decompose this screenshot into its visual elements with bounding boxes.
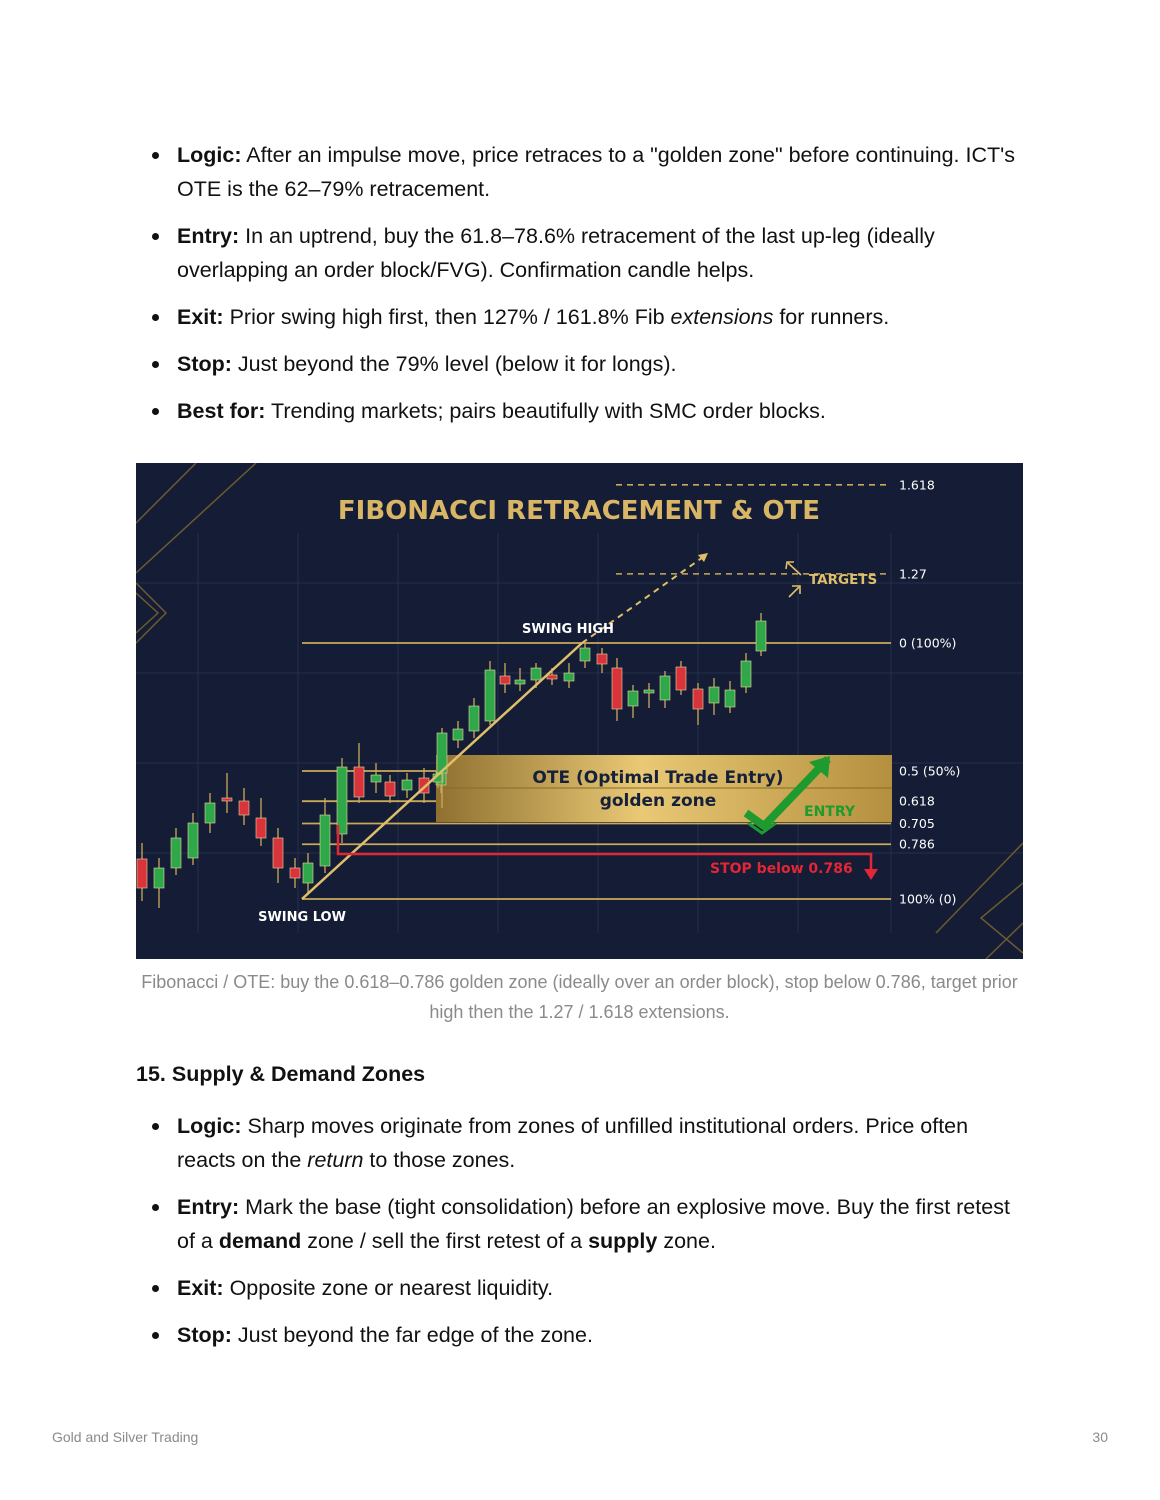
candle-bullish xyxy=(171,838,181,868)
candle-bullish xyxy=(154,868,164,888)
candle-bullish xyxy=(628,691,638,706)
list-item-text: to those zones. xyxy=(363,1148,516,1172)
list-item-label: Entry: xyxy=(177,224,240,248)
candle-bullish xyxy=(337,767,347,834)
candle-bullish xyxy=(469,706,479,731)
candle-bullish xyxy=(580,648,590,661)
fib-level-label: 0 (100%) xyxy=(899,635,957,651)
list-item-text: After an impulse move, price retraces to a "golden zone" before continuing. ICT's OTE is the 62–79% retracement. xyxy=(177,143,1015,201)
list-item-label: Entry: xyxy=(177,1195,240,1219)
list-item-text: return xyxy=(307,1148,364,1172)
list-item-label: Exit: xyxy=(177,1276,224,1300)
section-heading: 15. Supply & Demand Zones xyxy=(136,1062,426,1086)
list-item-text: Sharp moves originate from zones of unfilled institutional orders. Price often reacts on the xyxy=(177,1114,969,1172)
candle-bearish xyxy=(597,654,607,664)
candle-bullish xyxy=(303,863,313,883)
list-item xyxy=(150,394,1030,428)
list-item xyxy=(150,347,1030,381)
candle-bullish xyxy=(402,780,412,790)
list-item-label: Stop: xyxy=(177,1323,232,1347)
candle-bearish xyxy=(676,667,686,690)
candle-bullish xyxy=(205,803,215,823)
candle-bearish xyxy=(273,838,283,868)
fibonacci-ote-figure xyxy=(136,463,1023,959)
list-item-label: Logic: xyxy=(177,143,242,167)
fib-level-label: 0.786 xyxy=(899,836,935,852)
candle-bullish xyxy=(531,668,541,680)
candle-bearish xyxy=(256,818,266,838)
swing-low-label: SWING LOW xyxy=(258,910,346,925)
fib-level-label: 0.705 xyxy=(899,815,935,831)
candle-bearish xyxy=(547,675,557,679)
candle-bullish xyxy=(371,775,381,782)
fib-level-label: 0.618 xyxy=(899,793,935,809)
list-item-label: Logic: xyxy=(177,1114,242,1138)
list-item xyxy=(150,1318,1030,1352)
entry-label: ENTRY xyxy=(804,804,855,820)
candle-bullish xyxy=(709,687,719,703)
bullet-list-supply-demand xyxy=(150,1109,1030,1365)
figure-title: FIBONACCI RETRACEMENT & OTE xyxy=(337,496,821,526)
candle-bearish xyxy=(290,868,300,878)
fib-level-label: 1.618 xyxy=(899,477,935,493)
list-item-label: Exit: xyxy=(177,305,224,329)
candle-bullish xyxy=(188,823,198,858)
candle-bullish xyxy=(515,680,525,684)
list-item-text: Trending markets; pairs beautifully with SMC order blocks. xyxy=(265,399,826,423)
bullet-list-ote xyxy=(150,138,1030,441)
figure-background xyxy=(136,463,1023,959)
list-item-text: for runners. xyxy=(773,305,890,329)
list-item-text: zone / sell the first retest of a xyxy=(301,1229,589,1253)
list-item xyxy=(150,1271,1030,1305)
list-item-text: Opposite zone or nearest liquidity. xyxy=(223,1276,554,1300)
list-item xyxy=(150,1109,1030,1177)
list-item-label: Best for: xyxy=(177,399,266,423)
candle-bullish xyxy=(564,673,574,681)
candle-bearish xyxy=(693,689,703,709)
list-item-label: Stop: xyxy=(177,352,232,376)
swing-high-label: SWING HIGH xyxy=(522,622,614,637)
list-item xyxy=(150,1190,1030,1258)
candle-bearish xyxy=(222,798,232,801)
list-item-text: Just beyond the far edge of the zone. xyxy=(231,1323,593,1347)
footer-title: Gold and Silver Trading xyxy=(52,1429,199,1445)
candle-bullish xyxy=(320,815,330,866)
candle-bullish xyxy=(644,690,654,693)
candle-bearish xyxy=(354,767,364,797)
page-number: 30 xyxy=(1092,1429,1108,1445)
list-item-text: Just beyond the 79% level (below it for longs). xyxy=(231,352,677,376)
candle-bearish xyxy=(500,676,510,684)
candle-bullish xyxy=(756,621,766,651)
candle-bearish xyxy=(239,801,249,815)
stop-label: STOP below 0.786 xyxy=(710,861,853,877)
candle-bullish xyxy=(741,661,751,687)
list-item-text: supply xyxy=(588,1229,658,1253)
ote-label-line1: OTE (Optimal Trade Entry) xyxy=(532,768,784,788)
targets-label: TARGETS xyxy=(809,572,878,588)
fib-level-label: 0.5 (50%) xyxy=(899,763,961,779)
list-item xyxy=(150,219,1030,287)
ote-label-line2: golden zone xyxy=(599,791,717,811)
fib-level-label: 1.27 xyxy=(899,566,927,582)
list-item xyxy=(150,138,1030,206)
figure-caption: Fibonacci / OTE: buy the 0.618–0.786 golden zone (ideally over an order block), stop below 0.786, target prior high then the 1.27 / 1.618 extensions. xyxy=(141,972,1018,1022)
candle-bullish xyxy=(725,690,735,707)
candle-bearish xyxy=(385,782,395,796)
list-item-text: Prior swing high first, then 127% / 161.8% Fib xyxy=(223,305,671,329)
candle-bearish xyxy=(137,859,147,888)
list-item-text: In an uptrend, buy the 61.8–78.6% retracement of the last up-leg (ideally overlapping an order block/FVG). Confirmation candle helps. xyxy=(177,224,935,282)
list-item-text: demand xyxy=(218,1229,302,1253)
list-item-text: extensions xyxy=(670,305,774,329)
list-item xyxy=(150,300,1030,334)
candle-bullish xyxy=(660,676,670,700)
list-item-text: zone. xyxy=(657,1229,716,1253)
candle-bullish xyxy=(453,729,463,740)
fib-level-label: 100% (0) xyxy=(899,891,957,907)
list-item-text: Mark the base (tight consolidation) before an explosive move. Buy the first retest of a xyxy=(177,1195,1010,1253)
candle-bullish xyxy=(485,670,495,721)
candle-bearish xyxy=(612,668,622,709)
